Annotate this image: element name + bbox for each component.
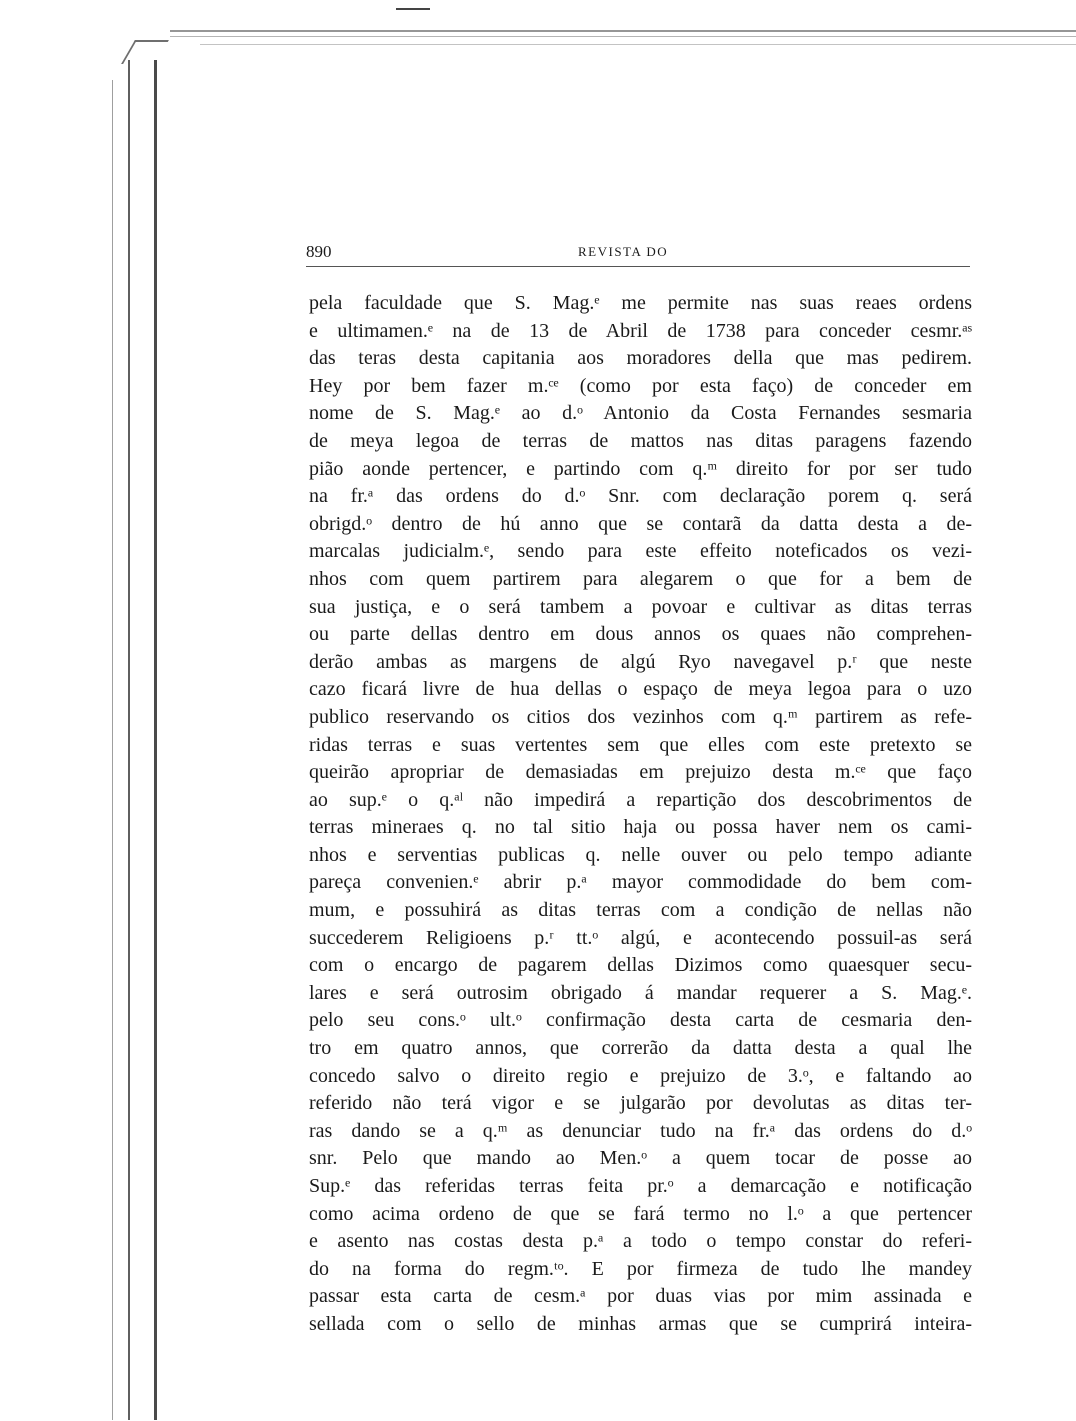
text-line: marcalas judicialm.ᵉ, sendo para este effeito noteficados os vezi- xyxy=(309,540,972,563)
text-line: obrigd.ᵒ dentro de hú anno que se contarã da datta desta a de- xyxy=(309,512,972,535)
text-line: com o encargo de pagarem dellas Dizimos como quaesquer secu- xyxy=(309,954,972,977)
text-line: das teras desta capitania aos moradores della que mas pedirem. xyxy=(309,347,972,370)
running-head xyxy=(306,242,970,266)
scan-artifact-mark xyxy=(396,8,430,10)
text-line: cazo ficará livre de hua dellas o espaço de meya legoa para o uzo xyxy=(309,678,972,701)
text-line: publico reservando os citios dos vezinhos com q.ᵐ partirem as refe- xyxy=(309,705,972,728)
text-line: terras mineraes q. no tal sitio haja ou possa haver nem os cami- xyxy=(309,816,972,839)
text-line: lares e será outrosim obrigado á mandar requerer a S. Mag.ᵉ. xyxy=(309,981,972,1004)
text-line: pareça convenien.ᵉ abrir p.ᵃ mayor commodidade do bem com- xyxy=(309,871,972,894)
scan-artifact-spine xyxy=(112,80,113,1420)
text-line: sellada com o sello de minhas armas que se cumprirá inteira- xyxy=(309,1312,972,1335)
header-rule xyxy=(306,266,970,267)
text-line: pela faculdade que S. Mag.ᵉ me permite nas suas reaes ordens xyxy=(309,292,972,314)
scan-artifact-spine xyxy=(154,60,157,1420)
text-line: mum, e possuhirá as ditas terras com a condição de nellas não xyxy=(309,899,972,922)
text-line: e ultimamen.ᵉ na de 13 de Abril de 1738 para conceder cesmr.ᵃˢ xyxy=(309,319,972,342)
text-line: na fr.ᵃ das ordens do d.ᵒ Snr. com declaração porem q. será xyxy=(309,485,972,508)
text-line: passar esta carta de cesm.ᵃ por duas vias por mim assinada e xyxy=(309,1285,972,1308)
text-line: Hey por bem fazer m.ᶜᵉ (como por esta faço) de conceder em xyxy=(309,374,972,397)
body-text xyxy=(309,290,972,1339)
text-line: nhos com quem partirem para alegarem o que for a bem de xyxy=(309,567,972,590)
text-line: derão ambas as margens de algú Ryo navegavel p.ʳ que neste xyxy=(309,650,972,673)
text-line: tro em quatro annos, que correrão da datta desta a qual lhe xyxy=(309,1037,972,1060)
text-line: ridas terras e suas vertentes sem que elles com este pretexto se xyxy=(309,733,972,756)
scan-artifact-top-rule xyxy=(200,44,1076,45)
text-line: pião aonde pertencer, e partindo com q.ᵐ direito for por ser tudo xyxy=(309,457,972,480)
text-line: ou parte dellas dentro em dous annos os quaes não comprehen- xyxy=(309,623,972,646)
text-line: e asento nas costas desta p.ᵃ a todo o tempo constar do referi- xyxy=(309,1230,972,1253)
text-line: de meya legoa de terras de mattos nas ditas paragens fazendo xyxy=(309,429,972,452)
scan-artifact-top-rule xyxy=(170,36,1076,37)
page-number: 890 xyxy=(306,242,332,261)
text-line: referido não terá vigor e se julgarão por devolutas as ditas ter- xyxy=(309,1092,972,1115)
text-line: ao sup.ᵉ o q.ᵃˡ não impedirá a repartição dos descobrimentos de xyxy=(309,788,972,811)
text-line: sua justiça, e o será tambem a povoar e cultivar as ditas terras xyxy=(309,595,972,618)
text-line: snr. Pelo que mando ao Men.ᵒ a quem tocar de posse ao xyxy=(309,1147,972,1170)
text-line: queirão apropriar de demasiadas em prejuizo desta m.ᶜᵉ que faço xyxy=(309,761,972,784)
text-line: Sup.ᵉ das referidas terras feita pr.ᵒ a demarcação e notificação xyxy=(309,1175,972,1197)
text-line: do na forma do regm.ᵗᵒ. E por firmeza de tudo lhe mandey xyxy=(309,1257,972,1280)
text-line: como acima ordeno de que se fará termo no l.ᵒ a que pertencer xyxy=(309,1202,972,1225)
text-line: ras dando se a q.ᵐ as denunciar tudo na fr.ᵃ das ordens do d.ᵒ xyxy=(309,1119,972,1142)
text-line: concedo salvo o direito regio e prejuizo de 3.ᵒ, e faltando ao xyxy=(309,1064,972,1087)
scan-artifact-top-rule xyxy=(170,30,1076,32)
running-title: REVISTA DO xyxy=(578,244,669,259)
text-line: nhos e serventias publicas q. nelle ouver ou pelo tempo adiante xyxy=(309,843,972,866)
text-line: nome de S. Mag.ᵉ ao d.ᵒ Antonio da Costa Fernandes sesmaria xyxy=(309,402,972,425)
text-line: succederem Religioens p.ʳ tt.ᵒ algú, e acontecendo possuil-as será xyxy=(309,926,972,949)
scan-artifact-spine xyxy=(128,60,130,1420)
text-line: pelo seu cons.ᵒ ult.ᵒ confirmação desta carta de cesmaria den- xyxy=(309,1009,972,1032)
